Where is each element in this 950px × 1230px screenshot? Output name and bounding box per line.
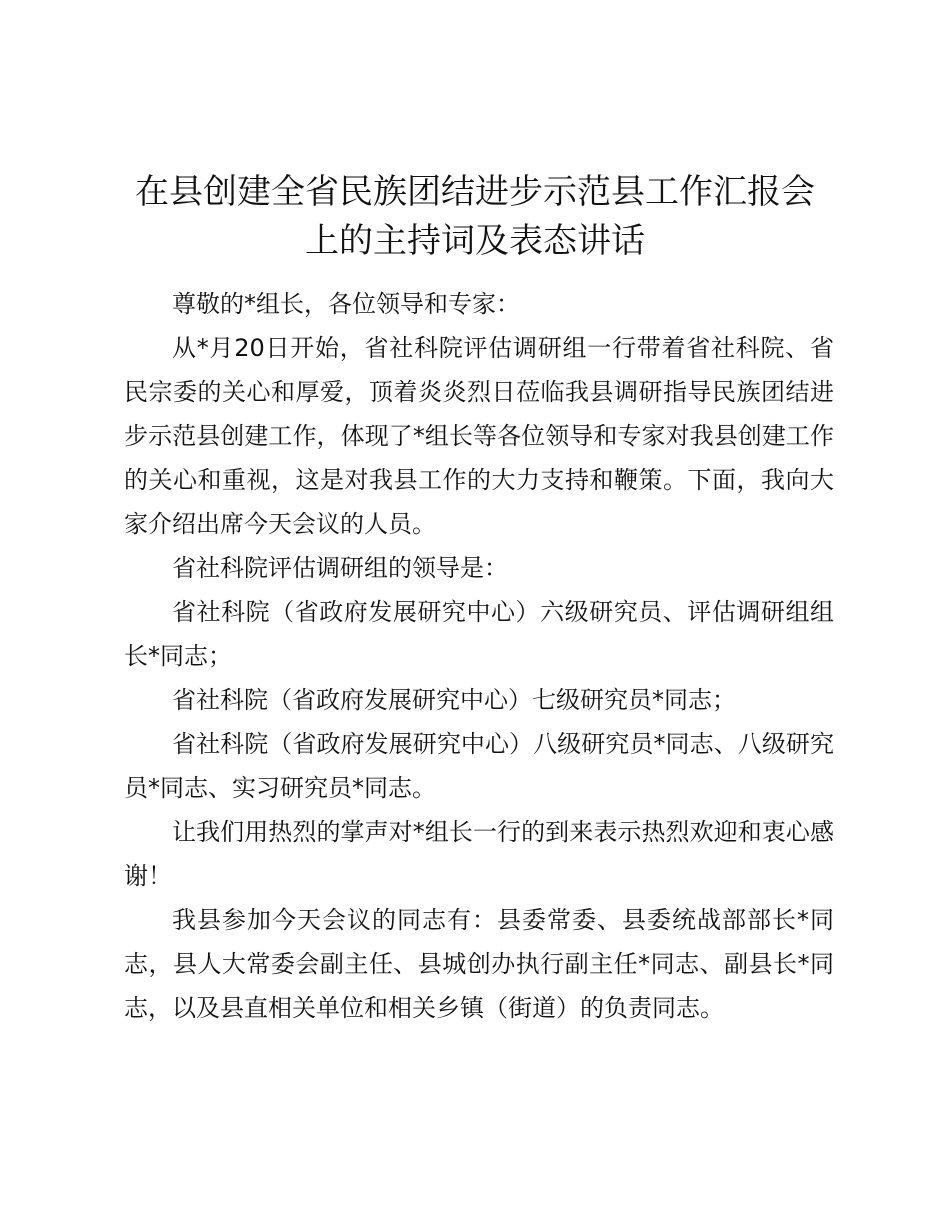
leaders-intro-paragraph: 省社科院评估调研组的领导是： <box>172 554 508 582</box>
title-line-1: 在县创建全省民族团结进步示范县工作汇报会 <box>135 172 815 212</box>
title-line-2: 上的主持词及表态讲话 <box>305 221 645 261</box>
opening-paragraph: 从*月20日开始，省社科院评估调研组一行带着省社科院、省民宗委的关心和厚爱，顶着炎炎烈日莅临我县调研指导民族团结进步示范县创建工作，体现了*组长等各位领导和专家对我县创建工作的关心和重视，这是对我县工作的大力支持和鞭策。下面，我向大家介绍出席今天会议的人员。 <box>124 334 834 538</box>
leader-item-paragraph: 省社科院（省政府发展研究中心）七级研究员*同志； <box>172 686 736 714</box>
document-title <box>100 168 850 266</box>
document-body <box>124 282 834 1030</box>
attendees-paragraph: 我县参加今天会议的同志有：县委常委、县委统战部部长*同志，县人大常委会副主任、县城创办执行副主任*同志、副县长*同志，以及县直相关单位和相关乡镇（街道）的负责同志。 <box>124 906 834 1022</box>
welcome-paragraph: 让我们用热烈的掌声对*组长一行的到来表示热烈欢迎和衷心感谢！ <box>124 818 834 890</box>
salutation-paragraph: 尊敬的*组长，各位领导和专家： <box>172 290 520 318</box>
leader-item-paragraph: 省社科院（省政府发展研究中心）八级研究员*同志、八级研究员*同志、实习研究员*同志。 <box>124 730 834 802</box>
leader-item-paragraph: 省社科院（省政府发展研究中心）六级研究员、评估调研组组长*同志； <box>124 598 834 670</box>
